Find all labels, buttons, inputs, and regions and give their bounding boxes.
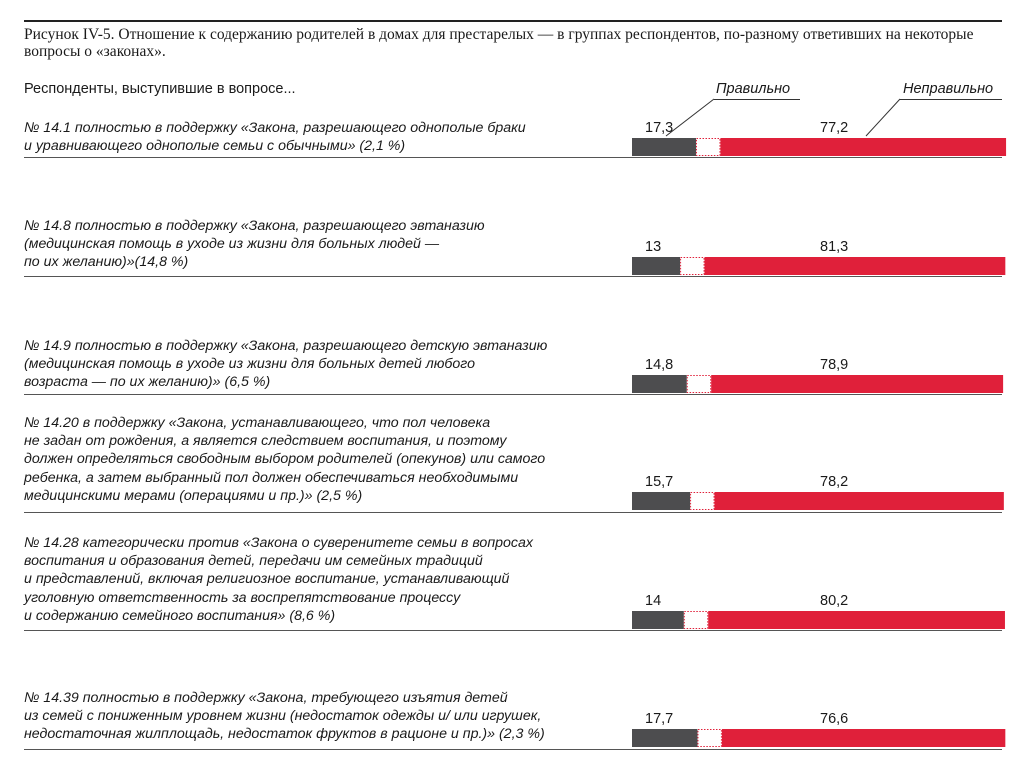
value-label-incorrect: 78,9	[820, 357, 849, 373]
row-question-line: № 14.9 полностью в поддержку «Закона, разрешающего детскую эвтаназию	[24, 338, 548, 354]
bar-no-answer-gap	[687, 376, 710, 393]
value-label-correct: 17,3	[645, 120, 674, 136]
row-question-line: № 14.8 полностью в поддержку «Закона, разрешающего эвтаназию	[24, 218, 485, 234]
row-question-line: № 14.39 полностью в поддержку «Закона, требующего изъятия детей	[24, 690, 508, 706]
bar-no-answer-gap	[697, 139, 720, 156]
bar-no-answer-gap	[698, 730, 721, 747]
row-question-line: (медицинская помощь в уходе из жизни для больных детей любого	[24, 356, 476, 373]
row-question-line: недостаточная жилплощадь, недостаток фруктов в рационе и пр.)» (2,3 %)	[24, 726, 545, 743]
bar-incorrect	[720, 138, 1006, 156]
value-label-correct: 13	[645, 239, 662, 255]
value-label-correct: 15,7	[645, 474, 674, 490]
value-label-incorrect: 80,2	[820, 593, 849, 609]
legend-correct-leader	[666, 99, 714, 136]
legend-correct: Правильно	[716, 81, 791, 97]
legend-incorrect: Неправильно	[903, 81, 994, 97]
bar-incorrect	[705, 257, 1006, 275]
row-question-line: не задан от рождения, а является следствием воспитания, и поэтому	[24, 433, 507, 450]
value-label-correct: 17,7	[645, 711, 674, 727]
bar-correct	[632, 492, 690, 510]
bar-incorrect	[722, 729, 1005, 747]
row-question-line: воспитания и образования детей, передачи им семейных традиций	[24, 553, 483, 570]
bar-incorrect	[715, 492, 1004, 510]
row-question-line: № 14.1 полностью в поддержку «Закона, разрешающего однополые браки	[24, 120, 526, 136]
value-label-incorrect: 78,2	[820, 474, 849, 490]
value-label-correct: 14,8	[645, 357, 674, 373]
bar-correct	[632, 138, 696, 156]
bar-incorrect	[711, 375, 1003, 393]
figure-title: Рисунок IV-5. Отношение к содержанию родителей в домах для престарелых — в группах респондентов, по-разному ответивших на некоторые вопросы о «законах».	[24, 26, 974, 60]
value-label-incorrect: 77,2	[820, 120, 849, 136]
bar-correct	[632, 611, 684, 629]
bar-no-answer-gap	[691, 493, 714, 510]
row-question-line: возраста — по их желанию)» (6,5 %)	[24, 374, 271, 391]
value-label-incorrect: 81,3	[820, 239, 849, 255]
bar-correct	[632, 257, 680, 275]
legend-incorrect-leader	[866, 99, 900, 136]
row-question-line: и содержанию семейного воспитания» (8,6 %)	[24, 607, 336, 624]
bar-no-answer-gap	[684, 612, 707, 629]
row-question-line: № 14.20 в поддержку «Закона, устанавливающего, что пол человека	[24, 415, 491, 431]
row-question-line: по их желанию)»(14,8 %)	[24, 254, 189, 271]
intro-label: Респонденты, выступившие в вопросе...	[24, 81, 296, 97]
row-question-line: должен определяться свободным выбором родителей (опекунов) или самого	[24, 451, 546, 468]
value-label-incorrect: 76,6	[820, 711, 849, 727]
row-question-line: (медицинская помощь в уходе из жизни для больных людей —	[24, 236, 440, 253]
bar-correct	[632, 729, 697, 747]
bar-no-answer-gap	[681, 258, 704, 275]
row-question-line: уголовную ответственность за воспрепятствование процессу	[24, 589, 461, 606]
row-question-line: № 14.28 категорически против «Закона о суверенитете семьи в вопросах	[24, 535, 533, 551]
bar-incorrect	[708, 611, 1005, 629]
row-question-line: ребенка, а затем выбранный пол должен обеспечиваться необходимыми	[24, 469, 519, 486]
bar-correct	[632, 375, 687, 393]
row-question-line: медицинскими мерами (операциями и пр.)» (2,5 %)	[24, 487, 363, 504]
row-question-line: и представлений, включая религиозное воспитание, устанавливающий	[24, 571, 510, 588]
row-question-line: из семей с пониженным уровнем жизни (недостаток одежды и/ или игрушек,	[24, 708, 542, 725]
value-label-correct: 14	[645, 593, 662, 609]
row-question-line: и уравнивающего однополые семьи с обычными» (2,1 %)	[24, 138, 406, 155]
